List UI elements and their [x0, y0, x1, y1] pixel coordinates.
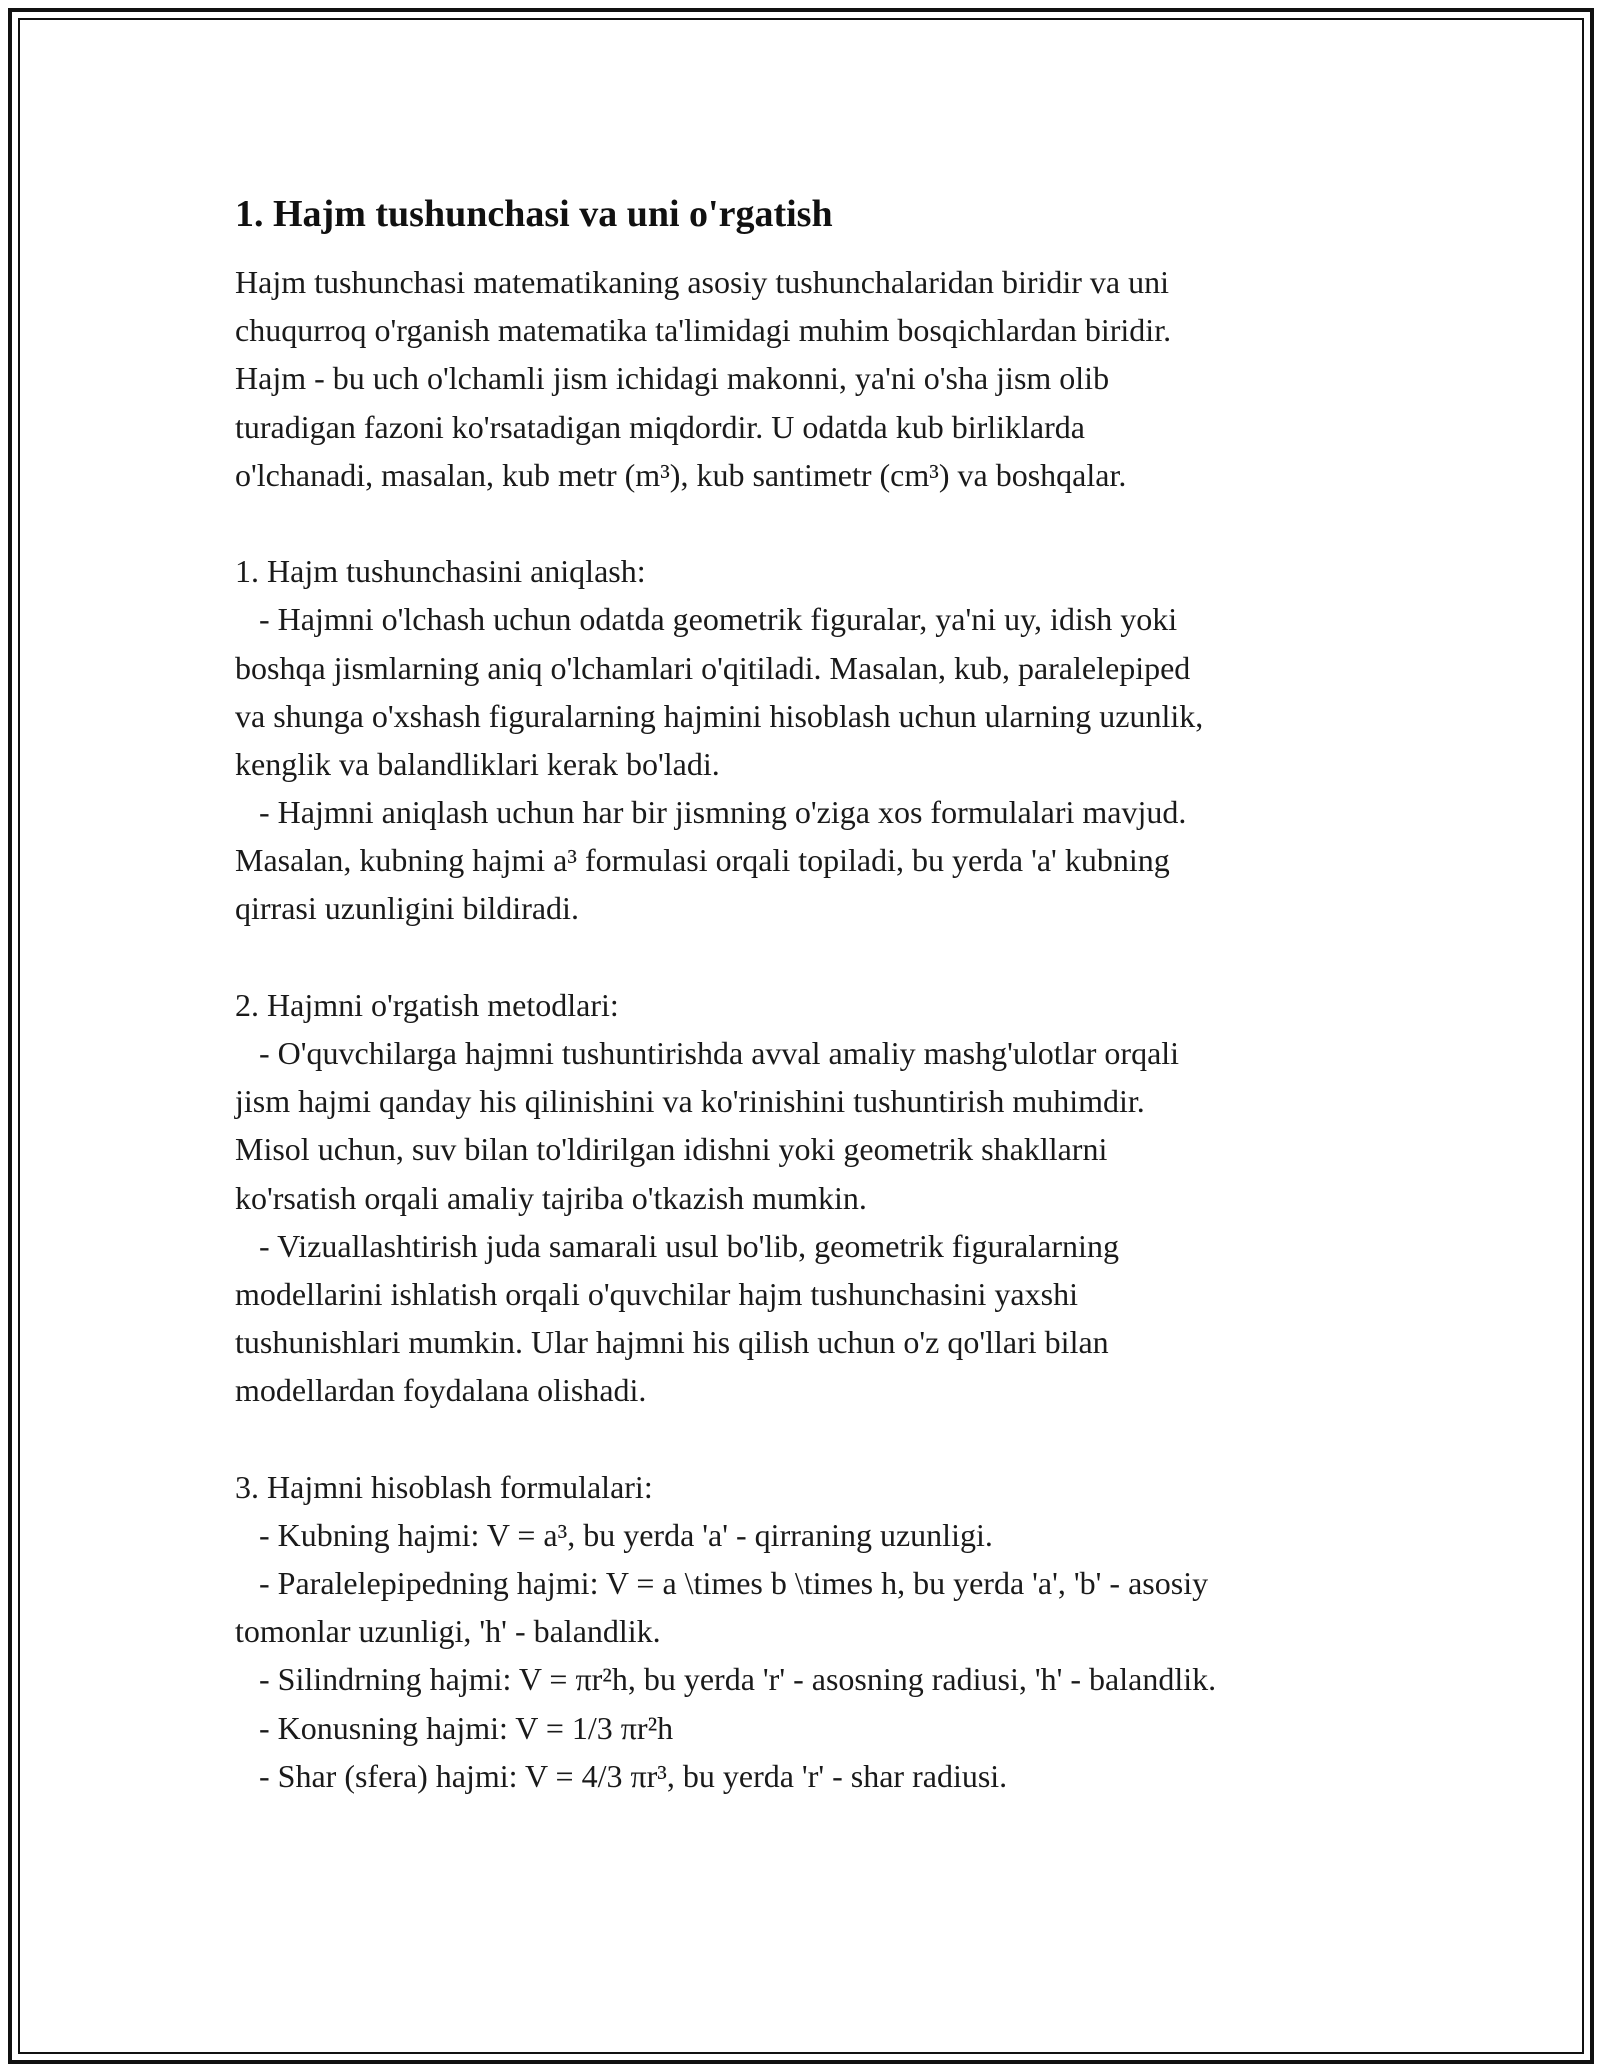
document-title: 1. Hajm tushunchasi va uni o'rgatish	[235, 193, 833, 235]
formula-line: - Kubning hajmi: V = a³, bu yerda 'a' - qirraning uzunligi.	[235, 1516, 993, 1553]
text-line: turadigan fazoni ko'rsatadigan miqdordir. U odatda kub birliklarda	[235, 408, 1085, 445]
paragraph-gap	[235, 499, 1385, 547]
formula-line: - Silindrning hajmi: V = πr²h, bu yerda 'r' - asosning radiusi, 'h' - balandlik.	[235, 1661, 1217, 1698]
section-1	[235, 547, 1385, 933]
text-line: Masalan, kubning hajmi a³ formulasi orqali topiladi, bu yerda 'a' kubning	[235, 842, 1170, 879]
text-line: jism hajmi qanday his qilinishini va ko'rinishini tushuntirish muhimdir.	[235, 1083, 1145, 1120]
formula-line: - Shar (sfera) hajmi: V = 4/3 πr³, bu yerda 'r' - shar radiusi.	[235, 1757, 1008, 1794]
text-line: Misol uchun, suv bilan to'ldirilgan idishni yoki geometrik shakllarni	[235, 1131, 1108, 1168]
formula-line: tomonlar uzunligi, 'h' - balandlik.	[235, 1613, 661, 1650]
section-2	[235, 981, 1385, 1415]
paragraph-gap	[235, 1415, 1385, 1463]
section-3	[235, 1463, 1385, 1800]
text-line: qirrasi uzunligini bildiradi.	[235, 890, 579, 927]
section-heading: 1. Hajm tushunchasini aniqlash:	[235, 553, 646, 590]
text-line: - O'quvchilarga hajmni tushuntirishda avval amaliy mashg'ulotlar orqali	[235, 1035, 1180, 1071]
text-line: boshqa jismlarning aniq o'lchamlari o'qitiladi. Masalan, kub, paralelepiped	[235, 649, 1191, 686]
intro-paragraph	[235, 258, 1385, 499]
text-line: chuqurroq o'rganish matematika ta'limidagi muhim bosqichlardan biridir.	[235, 312, 1172, 349]
paragraph-gap	[235, 933, 1385, 981]
text-line: modellardan foydalana olishadi.	[235, 1372, 647, 1409]
section-heading: 2. Hajmni o'rgatish metodlari:	[235, 986, 619, 1023]
section-heading: 3. Hajmni hisoblash formulalari:	[235, 1468, 653, 1505]
text-line: Hajm - bu uch o'lchamli jism ichidagi makonni, ya'ni o'sha jism olib	[235, 360, 1110, 397]
text-line: ko'rsatish orqali amaliy tajriba o'tkazish mumkin.	[235, 1179, 867, 1216]
text-line: kenglik va balandliklari kerak bo'ladi.	[235, 745, 720, 782]
text-line: - Hajmni o'lchash uchun odatda geometrik figuralar, ya'ni uy, idish yoki	[235, 601, 1178, 638]
text-line: tushunishlari mumkin. Ular hajmni his qilish uchun o'z qo'llari bilan	[235, 1324, 1109, 1361]
text-line: - Hajmni aniqlash uchun har bir jismning o'ziga xos formulalari mavjud.	[235, 794, 1187, 831]
text-line: va shunga o'xshash figuralarning hajmini hisoblash uchun ularning uzunlik,	[235, 697, 1204, 734]
text-line: modellarini ishlatish orqali o'quvchilar hajm tushunchasini yaxshi	[235, 1275, 1078, 1312]
formula-line: - Paralelepipedning hajmi: V = a \times b \times h, bu yerda 'a', 'b' - asosiy	[235, 1565, 1209, 1602]
document-text	[235, 258, 1385, 1800]
document-body	[235, 188, 1385, 1800]
text-line: o'lchanadi, masalan, kub metr (m³), kub santimetr (cm³) va boshqalar.	[235, 456, 1127, 493]
formula-line: - Konusning hajmi: V = 1/3 πr²h	[235, 1709, 674, 1746]
text-line: - Vizuallashtirish juda samarali usul bo'lib, geometrik figuralarning	[235, 1227, 1119, 1264]
text-line: Hajm tushunchasi matematikaning asosiy tushunchalaridan biridir va uni	[235, 264, 1170, 300]
